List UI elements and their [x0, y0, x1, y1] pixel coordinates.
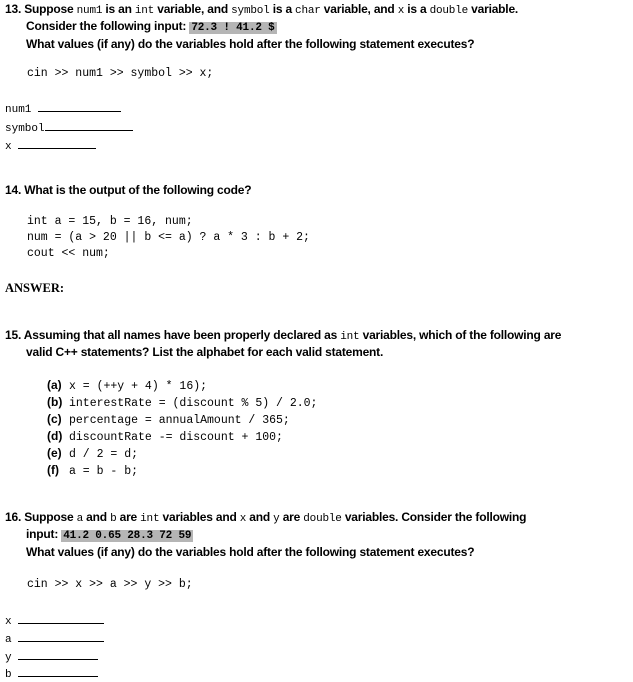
type-double: double [303, 513, 342, 525]
var-symbol: symbol [231, 5, 270, 17]
q13-line3: What values (if any) do the variables hold after the following statement executes? [26, 37, 475, 51]
q13-answer-x: x [5, 138, 96, 153]
q14-answer-label: ANSWER: [5, 281, 65, 295]
q14-code-line: int a = 15, b = 16, num; [27, 215, 193, 228]
type-int: int [140, 513, 160, 525]
q16-input: 41.2 0.65 28.3 72 59 [63, 530, 192, 542]
item-label: (d) [47, 429, 63, 443]
answer-blank[interactable] [38, 101, 121, 112]
item-code: interestRate = (discount % 5) / 2.0; [69, 397, 318, 410]
q13-code: cin >> num1 >> symbol >> x; [27, 67, 214, 80]
q13-answer-num1: num1 [5, 101, 121, 116]
type-char: char [295, 5, 321, 17]
q16-number: 16. [5, 510, 22, 524]
q16-line1: 16. Suppose a and b are int variables and x and y are double variables. Consider the following [5, 510, 527, 525]
item-code: x = (++y + 4) * 16); [69, 380, 208, 393]
q14-code-line: num = (a > 20 || b <= a) ? a * 3 : b + 2; [27, 231, 310, 244]
q16-line3: What values (if any) do the variables hold after the following statement executes? [26, 545, 475, 559]
type-int: int [340, 331, 360, 343]
answer-blank[interactable] [18, 649, 98, 660]
q14-number: 14. [5, 183, 22, 197]
q15-line2: valid C++ statements? List the alphabet for each valid statement. [26, 345, 384, 359]
type-int: int [134, 5, 155, 17]
q15-line1: 15. Assuming that all names have been properly declared as int variables, which of the following are [5, 328, 562, 343]
q15-item [47, 446, 138, 461]
answer-blank[interactable] [18, 613, 104, 624]
q15-item [47, 463, 138, 478]
var-y: y [273, 513, 280, 525]
answer-blank[interactable] [18, 666, 98, 677]
q15-number: 15. [5, 328, 22, 342]
item-label: (c) [47, 412, 62, 426]
var-a: a [76, 513, 84, 525]
item-label: (a) [47, 378, 62, 392]
item-label: (e) [47, 446, 62, 460]
answer-blank[interactable] [18, 138, 96, 149]
q16-answer-b: b [5, 666, 98, 681]
q15-item [47, 378, 207, 393]
type-double: double [429, 5, 469, 17]
var-x: x [239, 513, 247, 525]
item-label: (b) [47, 395, 63, 409]
q14-code-line: cout << num; [27, 247, 110, 260]
var-b: b [110, 513, 117, 525]
var-num1: num1 [76, 5, 103, 17]
q16-answer-y: y [5, 649, 98, 664]
q15-item [47, 429, 283, 444]
var-x: x [397, 5, 405, 17]
q15-item [47, 412, 290, 427]
q13-number: 13. [5, 2, 22, 16]
q13-input: 72.3 ! 41.2 $ [191, 22, 275, 34]
q14-line1: 14. What is the output of the following code? [5, 183, 252, 197]
q16-code: cin >> x >> a >> y >> b; [27, 578, 193, 591]
item-label: (f) [47, 463, 59, 477]
item-code: percentage = annualAmount / 365; [69, 414, 290, 427]
item-code: d / 2 = d; [69, 448, 139, 461]
item-code: discountRate -= discount + 100; [69, 431, 283, 444]
q13-line1: 13. Suppose num1 is an int variable, and symbol is a char variable, and x is a double variable. [5, 2, 519, 17]
q16-answer-x: x [5, 613, 104, 628]
item-code: a = b - b; [69, 465, 139, 478]
q13-line2: Consider the following input: 72.3 ! 41.2 $ [26, 19, 275, 34]
q15-item [47, 395, 317, 410]
q16-answer-a: a [5, 631, 104, 646]
answer-blank[interactable] [18, 631, 104, 642]
q16-line2: input: 41.2 0.65 28.3 72 59 [26, 527, 192, 542]
answer-blank[interactable] [45, 120, 133, 131]
q13-answer-symbol: symbol [5, 120, 133, 135]
